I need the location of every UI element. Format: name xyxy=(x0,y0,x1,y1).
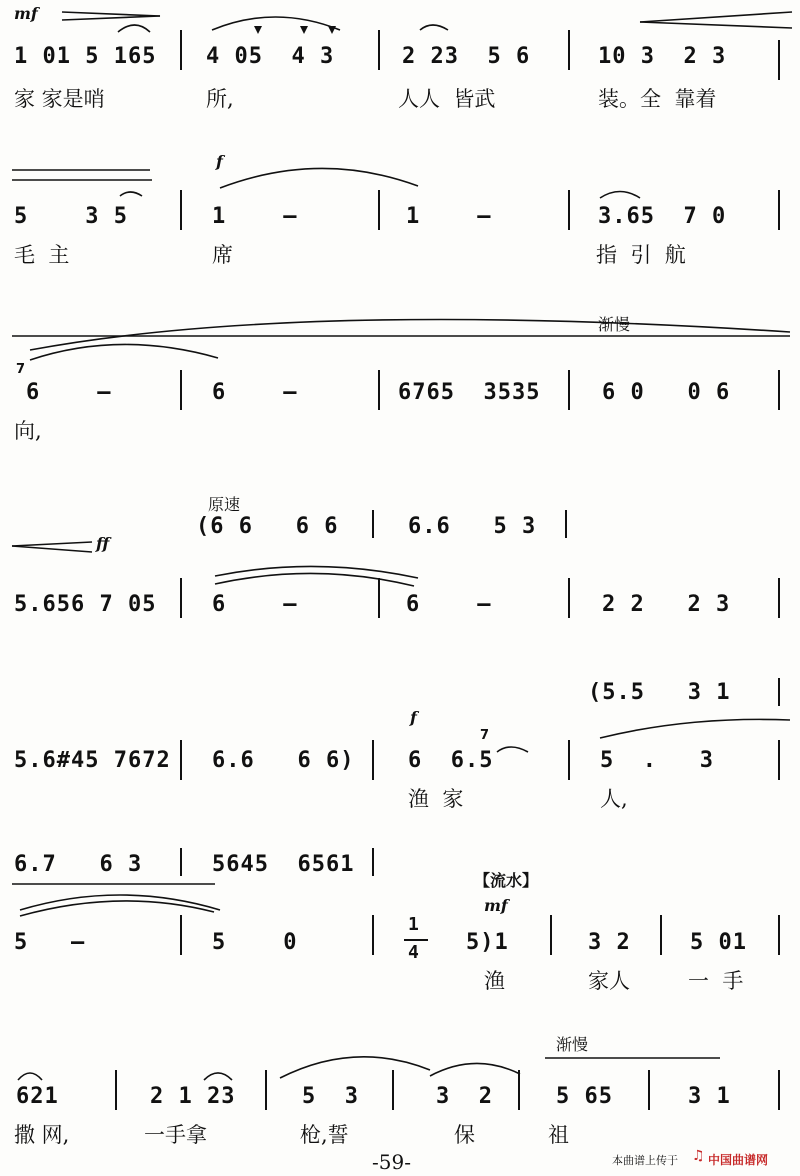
measure: (5.5 3 1 xyxy=(588,680,731,705)
slur xyxy=(215,566,418,578)
lyric: 向, xyxy=(14,419,42,443)
lyric: 人人 皆武 xyxy=(398,87,496,111)
slur xyxy=(280,1057,430,1078)
music-note-icon: ♫ xyxy=(692,1148,705,1164)
lyric: 一手拿 xyxy=(144,1123,207,1147)
measure: 2 23 5 6 xyxy=(402,44,531,69)
slur xyxy=(430,1063,520,1076)
measure: 6 – xyxy=(212,592,298,617)
slur xyxy=(420,25,448,30)
lyric: 席 xyxy=(212,243,233,267)
measure: 6.6 5 3 xyxy=(408,514,537,539)
measure: 5)1 xyxy=(466,930,509,955)
measure: 5645 6561 xyxy=(212,852,355,877)
lyric: 撒 网, xyxy=(14,1123,70,1147)
measure: 5.6#45 7672 xyxy=(14,748,171,773)
measure: (6 6 6 6 xyxy=(196,514,339,539)
hairpin xyxy=(12,542,92,546)
measure: 5 01 xyxy=(690,930,747,955)
measure: 6 6.5 xyxy=(408,748,494,773)
measure: 5 3 xyxy=(302,1084,359,1109)
slur xyxy=(212,17,340,30)
slur xyxy=(600,192,640,199)
lyric: 保 xyxy=(454,1123,475,1147)
lyric: 家人 xyxy=(588,969,630,993)
measure: 1 – xyxy=(406,204,492,229)
slur xyxy=(220,168,418,188)
measure: 10 3 2 3 xyxy=(598,44,727,69)
page-number: -59- xyxy=(372,1150,411,1174)
measure: 6.7 6 3 xyxy=(14,852,143,877)
slur xyxy=(30,344,218,360)
slur xyxy=(18,1073,42,1080)
dynamic-mf: mf xyxy=(14,4,38,23)
measure: 3.65 7 0 xyxy=(598,204,727,229)
measure: 6765 3535 xyxy=(398,380,541,405)
measure: 2 1 23 xyxy=(150,1084,236,1109)
measure: 5 – xyxy=(14,930,86,955)
tempo-rit: 渐慢 xyxy=(556,1035,589,1054)
dynamic-mf: mf xyxy=(484,896,508,915)
lyric: 祖 xyxy=(548,1123,569,1147)
section-label: 【流水】 xyxy=(474,871,539,890)
accent-marks xyxy=(254,26,336,34)
lyric: 毛 主 xyxy=(14,243,70,267)
measure: 1 – xyxy=(212,204,298,229)
slur xyxy=(497,747,528,752)
measure: 3 2 xyxy=(588,930,631,955)
lyric: 一 手 xyxy=(688,969,744,993)
measure: 6 – xyxy=(212,380,298,405)
site-brand[interactable]: 中国曲谱网 xyxy=(708,1153,769,1167)
grace-note: 7 xyxy=(16,362,26,377)
lyric: 人, xyxy=(600,787,628,811)
lyric: 渔 xyxy=(484,969,505,993)
decresc-hairpin xyxy=(62,12,160,16)
slur xyxy=(20,895,220,910)
measure: 6 0 0 6 xyxy=(602,380,731,405)
tempo-rit: 渐慢 xyxy=(598,315,631,334)
slur xyxy=(204,1073,232,1080)
time-signature-top: 1 xyxy=(408,914,420,935)
measure: 5 . 3 xyxy=(600,748,714,773)
measure: 6 – xyxy=(406,592,492,617)
measure: 5 3 5 xyxy=(14,204,128,229)
measure: 621 xyxy=(16,1084,59,1109)
measure: 3 1 xyxy=(688,1084,731,1109)
tempo-a-tempo: 原速 xyxy=(208,495,241,514)
measure: 4 05 4 3 xyxy=(206,44,335,69)
measure: 6 – xyxy=(26,380,112,405)
lyric: 装。全 靠着 xyxy=(598,87,717,111)
measure: 2 2 2 3 xyxy=(602,592,731,617)
lyric: 渔 家 xyxy=(408,787,464,811)
lyric: 指 引 航 xyxy=(596,243,686,267)
upload-note: 本曲谱上传于 xyxy=(612,1154,678,1167)
grace-note: 7 xyxy=(480,728,490,743)
dynamic-ff: ff xyxy=(96,534,110,553)
dynamic-f: f xyxy=(216,152,223,171)
slur xyxy=(215,573,414,586)
time-signature-bottom: 4 xyxy=(408,942,420,963)
slur xyxy=(118,25,150,32)
dynamic-f: f xyxy=(410,708,417,727)
measure: 5.656 7 05 xyxy=(14,592,157,617)
slur xyxy=(120,192,142,196)
measure: 5 65 xyxy=(556,1084,613,1109)
measure: 5 0 xyxy=(212,930,298,955)
lyric: 家 家是哨 xyxy=(14,87,105,111)
cresc-hairpin xyxy=(640,12,792,22)
measure: 3 2 xyxy=(436,1084,493,1109)
lyric: 所, xyxy=(206,87,234,111)
lyric: 枪,誓 xyxy=(300,1123,349,1147)
measure: 1 01 5 165 xyxy=(14,44,157,69)
slur xyxy=(600,719,790,738)
measure: 6.6 6 6) xyxy=(212,748,355,773)
